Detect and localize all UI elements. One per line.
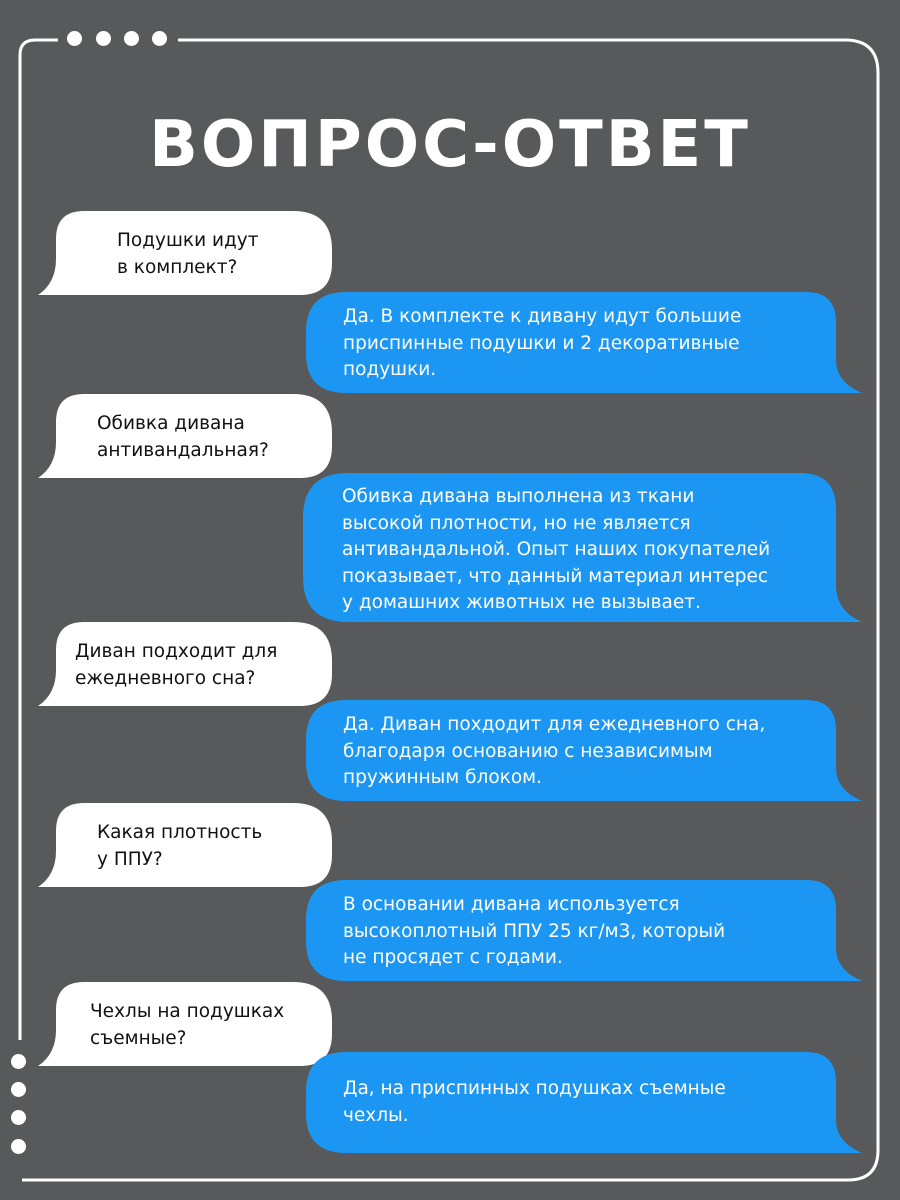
decorative-dot	[11, 1082, 26, 1097]
answer-text: Обивка дивана выполнена из ткани высокой плотности, но не является антивандальной. Опыт наших покупателей показывает, что данный материал интерес у домашних животных не вызывает.	[342, 486, 771, 613]
answer-bubble	[306, 880, 862, 982]
decorative-dot	[11, 1139, 26, 1154]
page-title: ВОПРОС-ОТВЕТ	[149, 108, 751, 182]
decorative-dot	[96, 31, 111, 46]
decorative-dot	[124, 31, 139, 46]
question-text: Чехлы на подушках съемные?	[90, 1001, 285, 1049]
question-text: Какая плотность у ППУ?	[97, 822, 263, 870]
decorative-dot	[11, 1110, 26, 1125]
answer-text: Да. Диван похдодит для ежедневного сна, благодаря основанию с независимым пружинным блоком.	[343, 714, 766, 788]
decorative-dot	[152, 31, 167, 46]
question-bubble	[38, 622, 332, 707]
question-bubble	[38, 803, 332, 888]
decorative-dot	[67, 31, 82, 46]
question-bubble	[38, 211, 332, 296]
answer-bubble	[306, 292, 862, 394]
answer-bubble	[306, 1052, 862, 1154]
question-bubble	[38, 394, 332, 479]
question-bubble	[38, 982, 332, 1067]
answer-text: Да, на приспинных подушках съемные чехлы.	[343, 1078, 726, 1126]
question-text: Обивка дивана антивандальная?	[97, 413, 269, 461]
decorative-dot	[11, 1054, 26, 1069]
question-text: Диван подходит для ежедневного сна?	[75, 641, 278, 689]
answer-bubble	[306, 700, 862, 802]
answer-bubble	[303, 473, 862, 623]
answer-text: Да. В комплекте к дивану идут большие приспинные подушки и 2 декоративные подушки.	[343, 306, 742, 380]
answer-text: В основании дивана используется высокоплотный ППУ 25 кг/м3, который не просядет с годами.	[343, 894, 726, 968]
question-text: Подушки идут в комплект?	[117, 230, 259, 278]
